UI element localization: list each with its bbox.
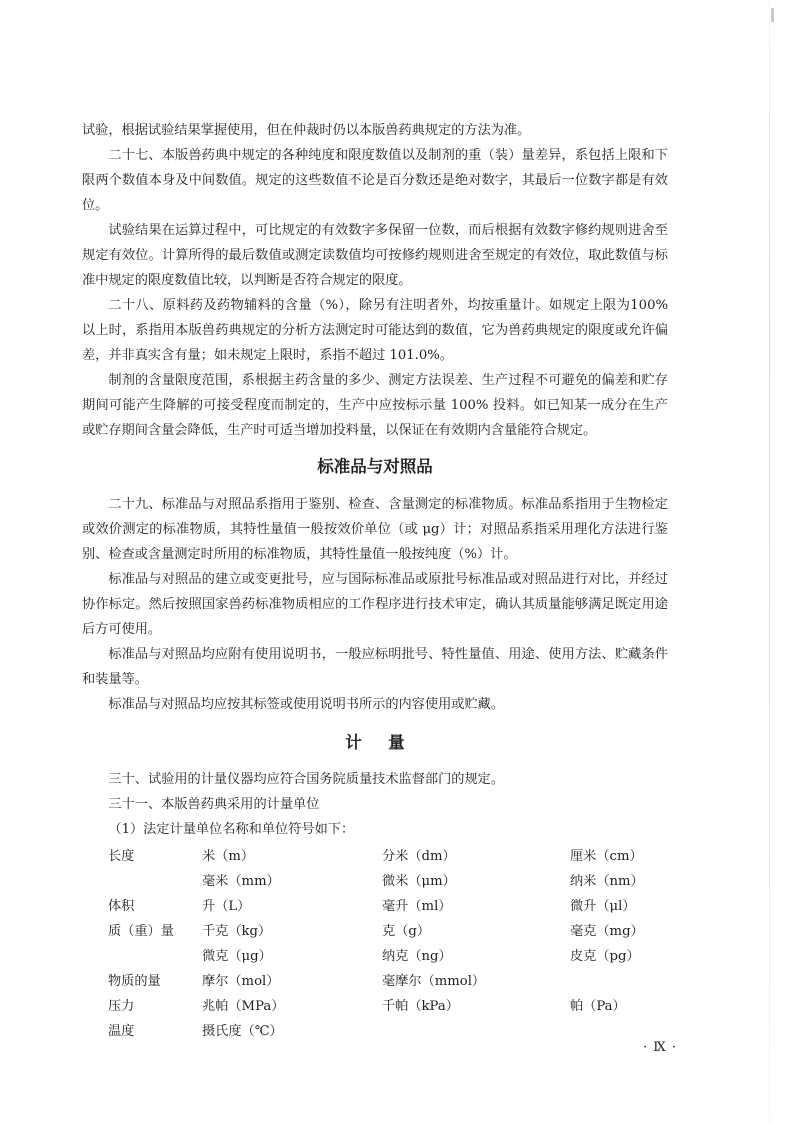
unit-cell: 帕（Pa） <box>570 999 626 1014</box>
unit-cell: 微米（μm） <box>382 874 456 889</box>
units-table <box>82 844 668 1044</box>
unit-cell: 纳克（ng） <box>382 949 452 964</box>
quantity-label: 质（重）量 <box>108 924 174 939</box>
paragraph-rounding: 试验结果在运算过程中，可比规定的有效数字多保留一位数，而后根据有效数字修约规则进舍至规定有效位。计算所得的最后数值或测定读数值均可按修约规则进舍至规定的有效位，取此数值与标准中规定的限度数值比较，以判断是否符合规定的限度。 <box>82 223 668 288</box>
unit-cell: 厘米（cm） <box>570 849 643 864</box>
paragraph-content-limits: 制剂的含量限度范围，系根据主药含量的多少、测定方法误差、生产过程不可避免的偏差和贮存期间可能产生降解的可接受程度而制定的，生产中应按标示量 100% 投料。如已知某一成分在生产或贮存期间含量会降低，生产时可适当增加投料量，以保证在有效期内含量能符合规定。 <box>82 373 668 438</box>
unit-cell <box>570 969 668 994</box>
unit-cell: 微升（μl） <box>570 899 636 914</box>
quantity-label: 体积 <box>108 899 135 914</box>
paragraph-units-intro: （1）法定计量单位名称和单位符号如下： <box>108 822 355 837</box>
unit-cell <box>382 1019 570 1044</box>
units-row-length <box>82 844 668 869</box>
unit-cell: 微克（μg） <box>202 949 272 964</box>
unit-cell: 千帕（kPa） <box>382 999 459 1014</box>
paragraph-standard-instructions: 标准品与对照品均应附有使用说明书，一般应标明批号、特性量值、用途、使用方法、贮藏条件和装量等。 <box>82 647 668 687</box>
unit-cell: 摄氏度（℃） <box>202 1024 283 1039</box>
paragraph-28: 二十八、原料药及药物辅料的含量（%），除另有注明者外，均按重量计。如规定上限为100% 以上时，系指用本版兽药典规定的分析方法测定时可能达到的数值，它为兽药典规定的限度或允许偏差，并非真实含有量；如未规定上限时，系指不超过 101.0%。 <box>82 298 668 363</box>
units-row-volume <box>82 894 668 919</box>
paragraph-31: 三十一、本版兽药典采用的计量单位 <box>108 797 320 812</box>
scan-edge-line <box>769 0 770 1123</box>
units-row-temperature <box>82 1019 668 1044</box>
page-number: · Ⅸ · <box>643 1040 678 1055</box>
unit-cell: 毫米（mm） <box>202 874 280 889</box>
unit-cell: 皮克（pg） <box>570 949 640 964</box>
scan-edge-mark <box>771 8 774 22</box>
quantity-label <box>82 944 202 969</box>
unit-cell: 毫克（mg） <box>570 924 644 939</box>
unit-cell: 毫摩尔（mmol） <box>382 974 486 989</box>
unit-cell: 克（g） <box>382 924 431 939</box>
quantity-label: 长度 <box>108 849 135 864</box>
quantity-label <box>82 869 202 894</box>
quantity-label: 物质的量 <box>108 974 161 989</box>
unit-cell: 摩尔（mol） <box>202 974 280 989</box>
units-row-pressure <box>82 994 668 1019</box>
units-row-amount <box>82 969 668 994</box>
paragraph-29: 二十九、标准品与对照品系指用于鉴别、检查、含量测定的标准物质。标准品系指用于生物检定或效价测定的标准物质，其特性量值一般按效价单位（或 μg）计；对照品系指采用理化方法进行鉴别、检查或含量测定时所用的标准物质，其特性量值一般按纯度（%）计。 <box>82 497 668 562</box>
units-row-mass-small <box>82 944 668 969</box>
section-heading-reference-standards: 标准品与对照品 <box>317 457 433 476</box>
paragraph-30: 三十、试验用的计量仪器均应符合国务院质量技术监督部门的规定。 <box>108 772 505 787</box>
section-heading-metrology: 计量 <box>345 733 432 752</box>
unit-cell: 千克（kg） <box>202 924 272 939</box>
unit-cell: 升（L） <box>202 899 251 914</box>
paragraph-27: 二十七、本版兽药典中规定的各种纯度和限度数值以及制剂的重（装）量差异，系包括上限和下限两个数值本身及中间数值。规定的这些数值不论是百分数还是绝对数字，其最后一位数字都是有效位。 <box>82 148 668 213</box>
paragraph-standard-storage: 标准品与对照品均应按其标签或使用说明书所示的内容使用或贮藏。 <box>108 697 505 712</box>
page-content <box>82 118 668 1044</box>
quantity-label: 压力 <box>108 999 135 1014</box>
paragraph-standard-calibration: 标准品与对照品的建立或变更批号，应与国际标准品或原批号标准品或对照品进行对比，并经过协作标定。然后按照国家兽药标准物质相应的工作程序进行技术审定，确认其质量能够满足既定用途后方可使用。 <box>82 572 668 637</box>
unit-cell: 毫升（ml） <box>382 899 452 914</box>
unit-cell: 米（m） <box>202 849 255 864</box>
quantity-label: 温度 <box>108 1024 135 1039</box>
unit-cell: 纳米（nm） <box>570 874 644 889</box>
units-row-mass <box>82 919 668 944</box>
unit-cell: 兆帕（MPa） <box>202 999 285 1014</box>
paragraph-continued: 试验，根据试验结果掌握使用，但在仲裁时仍以本版兽药典规定的方法为准。 <box>82 123 531 138</box>
units-row-length-small <box>82 869 668 894</box>
unit-cell: 分米（dm） <box>382 849 456 864</box>
